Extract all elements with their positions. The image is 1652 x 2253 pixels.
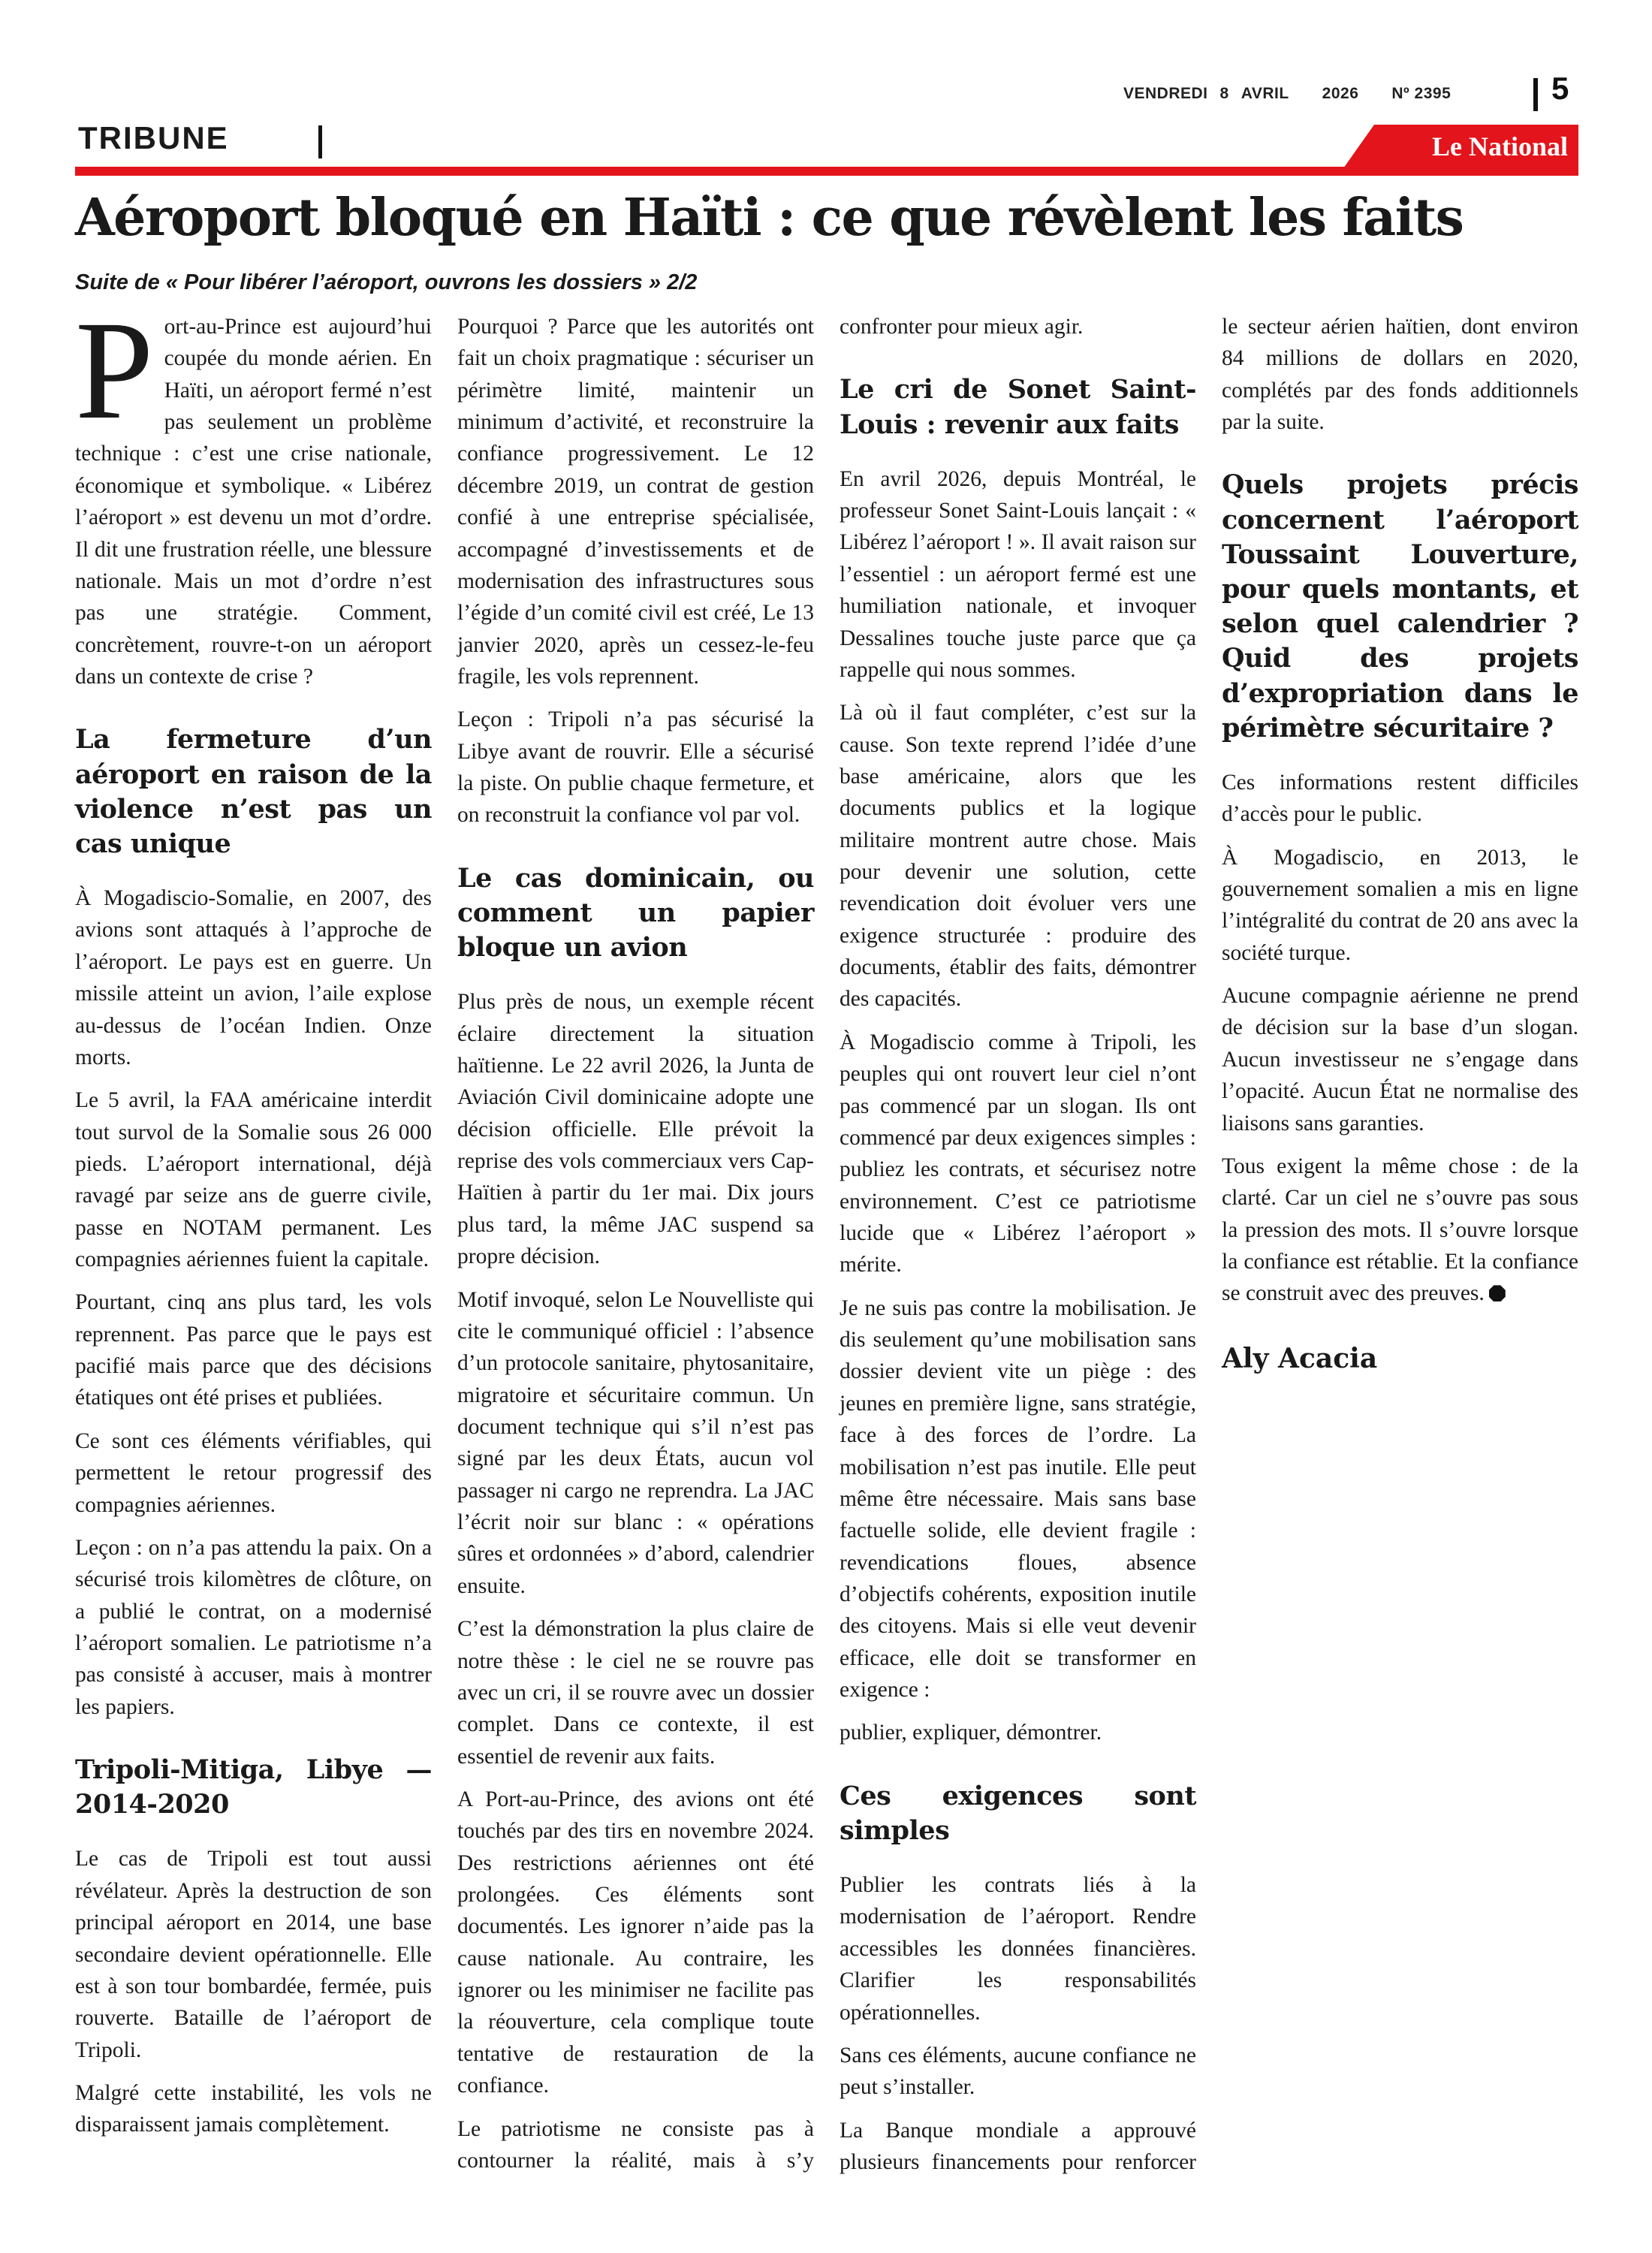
issue-day: VENDREDI: [1123, 85, 1208, 102]
page-number: 5: [1551, 71, 1569, 106]
issue-number: Nº 2395: [1391, 85, 1452, 102]
section-heading: Quels projets précis concernent l’aéroport Toussaint Louverture, pour quels montants, et selon quel calendrier ? Quid des projets d’expropriation dans le périmètre sécuritaire ?: [1222, 469, 1578, 743]
author-signature: Aly Acacia: [1222, 1342, 1378, 1374]
body-paragraph: Le 5 avril, la FAA américaine interdit tout survol de la Somalie sous 26 000 pieds. L’aéroport international, déjà ravagé par seize ans de guerre civile, passe en NOTAM permanent. Les compagnies aériennes fuient la capitale.: [75, 1088, 432, 1272]
closing-text: Tous exigent la même chose : de la clarté. Car un ciel ne s’ouvre pas sous la pression des mots. Il s’ouvre lorsque la confiance est rétablie. Et la confiance se construit avec des preuves.: [1222, 1154, 1578, 1306]
body-paragraph: Le cas de Tripoli est tout aussi révélateur. Après la destruction de son principal aéroport en 2014, une base secondaire devient opérationnelle. Elle est à son tour bombardée, fermée, puis rouverte. Bataille de l’aéroport de Tripoli.: [75, 1847, 432, 2062]
body-paragraph: Je ne suis pas contre la mobilisation. Je dis seulement qu’une mobilisation sans dossier devient vite un piège : des jeunes en première ligne, sans stratégie, face à des forces de l’ordre. La mobilisation n’est pas inutile. Elle peut même être nécessaire. Mais sans base factuelle solide, elle devient fragile : revendications floues, absence d’objectifs cohérents, exposition inutile des citoyens. Mais si elle veut devenir efficace, elle doit se transformer en exigence :: [840, 1295, 1196, 1703]
section-rubric: TRIBUNE: [78, 120, 229, 155]
section-heading: Le cas dominicain, ou comment un papier bloque un avion: [457, 862, 814, 964]
body-paragraph: Là où il faut compléter, c’est sur la cause. Son texte reprend l’idée d’une base américaine, alors que les documents publics et la logique militaire montrent autre chose. Mais pour devenir une solution, cette revendication doit évoluer vers une exigence structurée : produire des documents, établir des faits, démontrer des capacités.: [840, 701, 1196, 1012]
body-paragraph: Plus près de nous, un exemple récent éclaire directement la situation haïtienne. Le 22 avril 2026, la Junta de Aviación Civil dominicaine adopte une décision officielle. Elle prévoit la reprise des vols commerciaux vers Cap-Haïtien à partir du 1er mai. Dix jours plus tard, la même JAC suspend sa propre décision.: [457, 990, 814, 1269]
section-heading: Ces exigences sont simples: [840, 1780, 1196, 1846]
body-paragraph: Leçon : Tripoli n’a pas sécurisé la Libye avant de rouvrir. Elle a sécurisé la piste. On publie chaque fermeture, et on reconstruit la confiance vol par vol.: [457, 707, 814, 828]
body-paragraph: Ces informations restent difficiles d’accès pour le public.: [1222, 770, 1578, 827]
section-heading: La fermeture d’un aéroport en raison de la violence n’est pas un cas unique: [75, 724, 432, 859]
body-paragraph: Motif invoqué, selon Le Nouvelliste qui cite le communiqué officiel : l’absence d’un protocole sanitaire, phytosanitaire, migratoire et sécuritaire commun. Un document technique qui s’il n’est pas signé par les deux États, aucun vol passager ni cargo ne reprendra. La JAC l’écrit noir sur blanc : « opérations sûres et ordonnées » d’abord, calendrier ensuite.: [457, 1287, 814, 1598]
issue-date-day: 8: [1219, 85, 1229, 102]
drop-cap: P: [75, 291, 154, 448]
article-subtitle: Suite de « Pour libérer l’aéroport, ouvrons les dossiers » 2/2: [75, 270, 698, 294]
body-paragraph: La Banque mondiale a approuvé plusieurs financements pour renforcer le secteur aérien haïtien, dont environ 84 millions de dollars en 2020, complétés par des fonds additionnels par la suite.: [840, 315, 1578, 2174]
body-paragraph: [1222, 1151, 1578, 1310]
article-body: [75, 291, 1578, 2203]
body-paragraph: A Port-au-Prince, des avions ont été touchés par des tirs en novembre 2024. Des restrictions aériennes ont été prolongées. Ces éléments sont documentés. Les ignorer n’aide pas la cause nationale. Au contraire, les ignorer ou les minimiser ne facilite pas la réouverture, cela complique toute tentative de restauration de la confiance.: [457, 1787, 814, 2098]
issue-meta: [1123, 85, 1463, 103]
body-paragraph: C’est la démonstration la plus claire de notre thèse : le ciel ne se rouvre pas avec un cri, il se rouvre avec un dossier complet. Dans ce contexte, il est essentiel de revenir aux faits.: [457, 1617, 814, 1769]
body-paragraph: Ce sont ces éléments vérifiables, qui permettent le retour progressif des compagnies aériennes.: [75, 1428, 432, 1517]
body-paragraph: En avril 2026, depuis Montréal, le professeur Sonet Saint-Louis lançait : « Libérez l’aéroport ! ». Il avait raison sur l’essentiel : un aéroport fermé est une humiliation nationale, et invoquer Dessalines touche juste parce que ça rappelle qui nous sommes.: [840, 466, 1196, 682]
body-paragraph: À Mogadiscio-Somalie, en 2007, des avions sont attaqués à l’approche de l’aéroport. Le pays est en guerre. Un missile atteint un avion, l’aile explose au-dessus de l’océan Indien. Onze morts.: [75, 886, 432, 1069]
lead-paragraph: [75, 291, 432, 692]
issue-date-month: AVRIL: [1241, 85, 1289, 102]
end-of-article-icon: [1489, 1285, 1506, 1301]
body-paragraph: Pourquoi ? Parce que les autorités ont fait un choix pragmatique : sécuriser un périmètre limité, maintenir un minimum d’activité, et reconstruire la confiance progressivement. Le 12 décembre 2019, un contrat de gestion confié à une entreprise spécialisée, accompagné d’investissements et de modernisation des infrastructures sous l’égide d’un comité civil est créé, Le 13 janvier 2020, après un cessez-le-feu fragile, les vols reprennent.: [457, 315, 814, 689]
body-paragraph: À Mogadiscio, en 2013, le gouvernement somalien a mis en ligne l’intégralité du contrat de 20 ans avec la société turque.: [1222, 845, 1578, 965]
page-number-divider: [1533, 78, 1538, 111]
section-heading: Le cri de Sonet Saint-Louis : revenir aux faits: [840, 374, 1196, 440]
body-paragraph: Leçon : on n’a pas attendu la paix. On a sécurisé trois kilomètres de clôture, on a publié le contrat, on a modernisé l’aéroport somalien. Le patriotisme n’a pas consisté à accuser, mais à montrer les papiers.: [75, 1535, 432, 1719]
body-paragraph: Aucune compagnie aérienne ne prend de décision sur la base d’un slogan. Aucun investisseur ne s’engage dans l’opacité. Aucun État ne normalise des liaisons sans garanties.: [1222, 984, 1578, 1136]
issue-date-year: 2026: [1322, 85, 1359, 102]
body-paragraph: Sans ces éléments, aucune confiance ne peut s’installer.: [840, 2043, 1196, 2100]
body-paragraph: Le patriotisme ne consiste pas à contourner la réalité, mais à s’y confronter pour mieux agir.: [457, 315, 1084, 2173]
body-paragraph: Publier les contrats liés à la modernisation de l’aéroport. Rendre accessibles les données financières. Clarifier les responsabilités opérationnelles.: [840, 1873, 1196, 2025]
newspaper-brand: Le National: [1431, 131, 1568, 161]
body-paragraph: Malgré cette instabilité, les vols ne disparaissent jamais complètement.: [75, 2080, 432, 2137]
section-heading: Tripoli-Mitiga, Libye — 2014-2020: [75, 1754, 432, 1820]
body-paragraph: À Mogadiscio comme à Tripoli, les peuples qui ont rouvert leur ciel n’ont pas commencé par un slogan. Ils ont commencé par deux exigences simples : publiez les contrats, et sécurisez notre environnement. C’est ce patriotisme lucide que « Libérez l’aéroport » mérite.: [840, 1030, 1196, 1277]
page-title: Aéroport bloqué en Haïti : ce que révèlent les faits: [75, 188, 1464, 248]
body-paragraph: Pourtant, cinq ans plus tard, les vols reprennent. Pas parce que le pays est pacifié mais parce que des décisions étatiques ont été prises et publiées.: [75, 1290, 432, 1410]
rubric-divider: [318, 125, 322, 158]
body-paragraph: publier, expliquer, démontrer.: [840, 1721, 1102, 1745]
lead-text: ort-au-Prince est aujourd’hui coupée du monde aérien. En Haïti, un aéroport fermé n’est pas seulement un problème technique : c’est une crise nationale, économique et symbolique. « Libérez l’aéroport » est devenu un mot d’ordre. Il dit une frustration réelle, une blessure nationale. Mais un mot d’ordre n’est pas une stratégie. Comment, concrètement, rouvre-t-on un aéroport dans un contexte de crise ?: [75, 315, 432, 689]
